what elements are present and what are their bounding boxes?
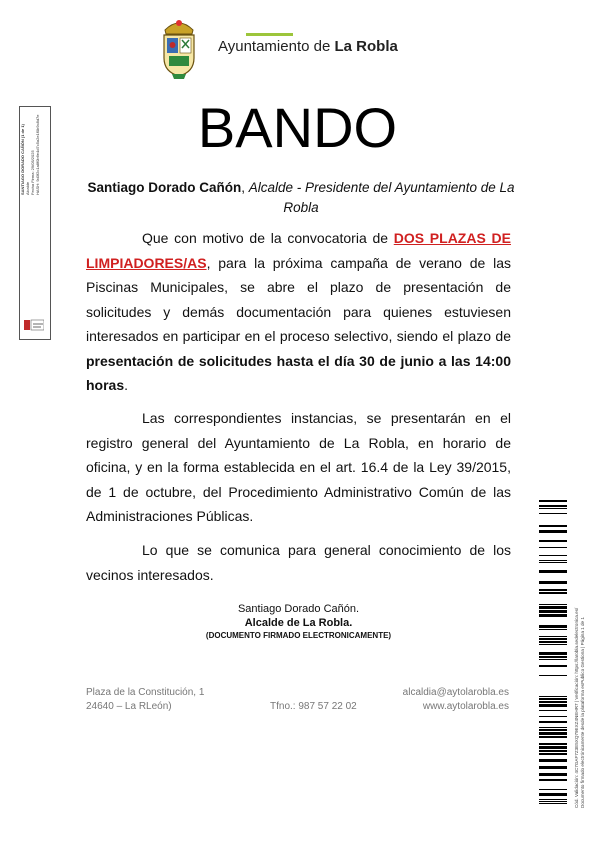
barcode [539,500,567,812]
signer-name: Santiago Dorado Cañón. [237,603,360,615]
stamp-text [20,114,40,195]
footer-contact [403,686,509,714]
paragraph-2 [86,406,511,529]
header-accent-bar [246,33,293,36]
p1-text-a: Que con motivo de la convocatoria de [142,230,394,246]
signature-block [86,602,511,642]
p3-text: Lo que se comunica para general conocimiento de los vecinos interesados. [86,542,511,583]
org-bold: La Robla [334,38,398,55]
author-line: Santiago Dorado Cañón, Alcalde - Presidente del Ayuntamiento de La Robla [87,180,515,215]
footer-phone: Tfno.: 987 57 22 02 [270,701,357,712]
coat-of-arms-logo [160,14,198,80]
footer-email[interactable]: alcaldia@aytolarobla.es [402,687,509,698]
p1-text-c: . [124,377,129,393]
verification-line-2: Documento firmado electrónicamente desde la plataforma esPublico Gestiona | Página 1 de 1 [580,617,585,808]
highlight-positions: DOS PLAZAS DE LIMPIADORES/AS [86,230,511,271]
p1-text-b: , para la próxima campaña de verano de las Piscinas Municipales, se abre el plazo de presentación de solicitudes y demás documentación para quienes estuviesen interesados en participar en el proceso selectivo, siendo el plazo de [86,254,511,344]
organization-name [218,38,398,55]
stamp-logo-icon [24,318,44,332]
stamp-line-4: HASH: 9d3f2c1a8f0b6e4d7c5a2e1f0b9c8d7e [35,114,40,195]
author-role: Alcalde - Presidente del Ayuntamiento de La Robla [248,180,515,215]
author-name: Santiago Dorado Cañón [87,180,242,195]
paragraph-1 [86,226,511,398]
verification-text [574,608,586,808]
p2-text: Las correspondientes instancias, se presentarán en el registro general del Ayuntamiento de La Robla, en horario de oficina, y en la forma establecida en el art. 16.4 de la Ley 39/2015, de 1 de octubre, del Procedimiento Administrativo Común de las Administraciones Públicas. [86,410,511,524]
org-prefix: Ayuntamiento de [218,38,335,55]
signature-note: (DOCUMENTO FIRMADO ELECTRONICAMENTE) [205,631,392,640]
address-line-1: Plaza de la Constitución, 1 [86,687,205,698]
stamp-line-3: Fecha Firma: 29/05/2025 [30,150,35,195]
footer-address [86,686,204,714]
stamp-line-1: SANTIAGO DORADO CAÑÓN (1 de 1) [20,124,25,195]
document-title: BANDO [197,96,398,159]
verification-line-1: Cód. Validación: 4C7GAF7Z3E5XQ79EXZ4NEHR7 | Verificación: https://larobla.sedelectronica.es/ [574,607,579,808]
deadline-text: presentación de solicitudes hasta el día 30 de junio a las 14:00 horas [86,352,511,393]
paragraph-3 [86,538,511,587]
footer-web[interactable]: www.aytolarobla.es [422,701,509,712]
stamp-line-2: Alcalde [25,181,30,195]
signer-title: Alcalde de La Robla. [244,617,353,629]
address-line-2: 24640 – La RLeón) [86,701,172,712]
